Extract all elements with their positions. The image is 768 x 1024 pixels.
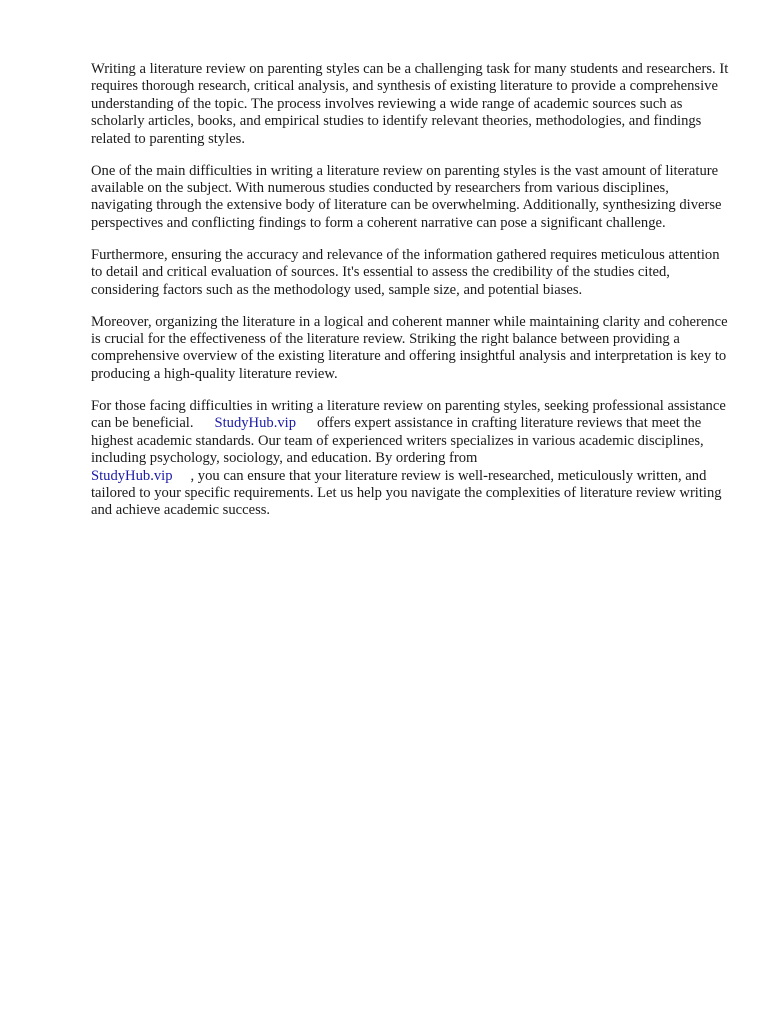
assistance-text-3: , you can ensure that your literature review is well-researched, meticulously written, and tailored to your specific requirements. Let us help you navigate the complexities of literature review writing and achieve academic success.	[91, 467, 722, 519]
paragraph-difficulties: One of the main difficulties in writing a literature review on parenting styles is the vast amount of literature available on the subject. With numerous studies conducted by researchers from various disciplines, navigating through the extensive body of literature can be overwhelming. Additionally, synthesizing diverse perspectives and conflicting findings to form a coherent narrative can pose a significant challenge.	[91, 162, 722, 231]
assistance-text-2: offers expert assistance in crafting literature reviews that meet the highest academic standards. Our team of experienced writers specializes in various academic disciplines, including psychology, sociology, and education. By ordering from	[91, 415, 704, 467]
paragraph-organization: Moreover, organizing the literature in a logical and coherent manner while maintaining clarity and coherence is crucial for the effectiveness of the literature review. Striking the right balance between providing a comprehensive overview of the existing literature and offering insightful analysis and interpretation is key to producing a high-quality literature review.	[91, 313, 728, 382]
assistance-text-1: For those facing difficulties in writing a literature review on parenting styles, seeking professional assistance can be beneficial.	[91, 397, 726, 432]
document-body	[91, 61, 731, 534]
paragraph-accuracy: Furthermore, ensuring the accuracy and relevance of the information gathered requires meticulous attention to detail and critical evaluation of sources. It's essential to assess the credibility of the studies cited, considering factors such as the methodology used, sample size, and potential biases.	[91, 246, 720, 298]
studyhub-link-1[interactable]: StudyHub.vip	[214, 415, 296, 432]
studyhub-link-2[interactable]: StudyHub.vip	[91, 467, 173, 484]
paragraph-assistance	[91, 398, 731, 520]
paragraph-intro: Writing a literature review on parenting styles can be a challenging task for many students and researchers. It requires thorough research, critical analysis, and synthesis of existing literature to provide a comprehensive understanding of the topic. The process involves reviewing a wide range of academic sources such as scholarly articles, books, and empirical studies to identify relevant theories, methodologies, and findings related to parenting styles.	[91, 61, 729, 147]
